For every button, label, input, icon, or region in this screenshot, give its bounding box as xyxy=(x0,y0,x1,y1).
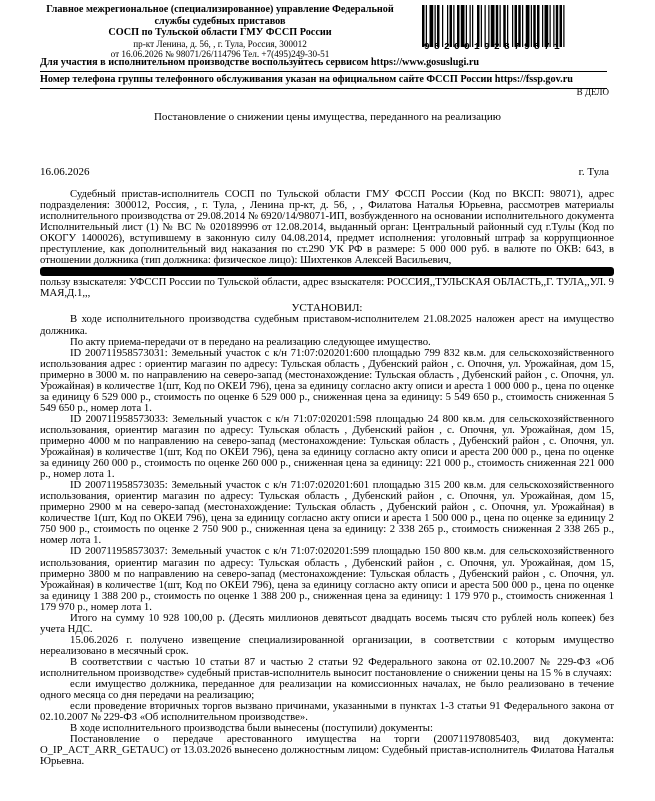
ustanovil-heading: УСТАНОВИЛ: xyxy=(291,302,363,315)
org-name-line2: службы судебных приставов xyxy=(154,15,286,27)
case-paragraph-1: если имущество должника, переданное для реализации на комиссионных началах, не было реализовано в течение одного месяца со дня передачи на реализацию; xyxy=(40,678,614,702)
header-divider xyxy=(40,71,607,72)
phone-notice: Номер телефона группы телефонного обслуживания указан на официальном сайте ФССП России https://fssp.gov.ru xyxy=(40,74,573,85)
documents-paragraph: В ходе исполнительного производства были вынесены (поступили) документы: xyxy=(70,722,433,735)
document-date: 16.06.2026 xyxy=(40,166,90,178)
recipient-paragraph: пользу взыскателя: УФССП России по Тульской области, адрес взыскателя: РОССИЯ,,ТУЛЬСКАЯ ОБЛАСТЬ,,Г. ТУЛА,,УЛ. 9 МАЯ,Д.1,,, xyxy=(40,276,614,300)
total-paragraph: Итого на сумму 10 928 100,00 р. (Десять миллионов девятьсот двадцать восемь тысяч сто рублей ноль копеек) без учета НДС. xyxy=(40,611,614,635)
org-address: пр-кт Ленина, д. 56, , г. Тула, Россия, 300012 xyxy=(133,38,307,49)
v-delo-mark: В ДЕЛО xyxy=(576,87,609,97)
property-item-3: ID 200711958573035: Земельный участок с к/н 71:07:020201:601 площадью 315 200 кв.м. для сельскохозяйственного использования, ориентир магазин по адресу: Тульская область , Дубенский район , с. Опочня, ул. Урожайная, дом 15, примерно 2900 м на северо-запад (местонахождение: Тульская область , Дубенский район , с. Опочня, ул. Урожайная) в количестве 1(шт, Код по ОКЕИ 796), цена за единицу согласно акту описи и ареста 1 500 000 р., цена по оценке за единицу 2 750 900 р., стоимость по оценке 2 750 900 р., сниженная цена за единицу: 2 338 265 р., стоимость сниженная 2 338 265 р., номер лота 1. xyxy=(40,479,614,547)
law-paragraph: В соответствии с частью 10 статьи 87 и частью 2 статьи 92 Федерального закона от 02.10.2007 № 229-ФЗ «Об исполнительном производстве» судебный пристав-исполнитель выносит постановление о снижении цены на 15 % в случаях: xyxy=(40,655,614,679)
notice-paragraph: 15.06.2026 г. получено извещение специализированной организации, в соответствии с которым имущество нереализовано в месячный срок. xyxy=(40,633,614,657)
intro-paragraph: Судебный пристав-исполнитель СОСП по Тульской области ГМУ ФССП России (Код по ВКСП: 98071), адрес подразделения: 300012, Россия, , г. Тула, , Ленина пр-кт, д. 56, , , Филатова Наталья Юрьевна, рассмотрев материалы исполнительного производства от 29.08.2014 № 6920/14/98071-ИП, возбужденного на основании исполнительного документа Исполнительный лист (1) № ВС № 020189996 от 12.08.2014, выданный орган: Центральный районный суд г.Тулы (Код по ОКОГУ 1400026), вступившему в законную силу 04.08.2014, предмет исполнения: уголовный штраф за коррупционное преступление, как дополнительный вид наказания по ст.290 УК РФ в размере: 5 000 000 руб. в валюте по ОКВ: 643, в отношении должника (тип должника: физическое лицо): Шихтенков Алексей Васильевич, xyxy=(40,188,614,267)
doc-reference: от 16.06.2026 № 98071/26/114796 Тел. +7(495)249-30-51 xyxy=(110,49,330,59)
org-name-line1: Главное межрегиональное (специализированное) управление Федеральной xyxy=(46,4,394,15)
document-title: Постановление о снижении цены имущества, переданного на реализацию xyxy=(153,111,502,123)
issuer-header xyxy=(40,4,400,60)
property-item-4: ID 200711958573037: Земельный участок с к/н 71:07:020201:599 площадью 150 800 кв.м. для сельскохозяйственного использования, ориентир магазин по адресу: Тульская область , Дубенский район , с. Опочня, ул. Урожайная, дом 15, примерно 3800 м по направлению на северо-запад (местонахождение: Тульская область , Дубенский район , с. Опочня, ул. Урожайная) в количестве 1(шт, Код по ОКЕИ 796), цена за единицу согласно акту описи и ареста 500 000 р., цена по оценке за единицу 1 388 200 р., стоимость по оценке 1 388 200 р., сниженная цена за единицу: 1 179 970 р., стоимость сниженная 1 179 970 р., номер лота 1. xyxy=(40,545,614,613)
document-city: г. Тула xyxy=(578,166,609,178)
org-name-line3: СОСП по Тульской области ГМУ ФССП России xyxy=(108,27,332,38)
document-body xyxy=(40,189,614,767)
property-item-1: ID 200711958573031: Земельный участок с к/н 71:07:020201:600 площадью 799 832 кв.м. для сельскохозяйственного использования адрес : ориентир магазин по адресу: Тульская область , Дубенский район , с. Опочня, ул. Урожайная, дом 15, примерно в 3000 м. по направлению на северо-запад (местонахождение: Тульская область , Дубенский район , с. Опочня, ул. Урожайная) в количестве 1(шт, Код по ОКЕИ 796), цена за единицу согласно акту описи и ареста 1 000 000 р., цена по оценке за единицу 6 529 000 р., стоимость по оценке 6 529 000 р., сниженная цена за единицу: 5 549 650 р., стоимость сниженная 5 549 650 р., номер лота 1. xyxy=(40,346,614,414)
redaction-bar xyxy=(40,267,614,276)
transfer-paragraph: По акту приема-передачи от в передано на реализацию следующее имущество. xyxy=(70,335,431,348)
barcode-number: 98200192879871 xyxy=(424,41,565,52)
header-divider-2 xyxy=(40,88,607,89)
auction-order-paragraph: Постановление о передаче арестованного имущества на торги (200711978085403, вид документа: O_IP_ACT_ARR_GETAUC) от 13.03.2026 вынесено должностным лицом: Судебный пристав-исполнитель Филатова Наталья Юрьевна. xyxy=(40,733,614,768)
case-paragraph-2: если проведение вторичных торгов вызвано причинами, указанными в пунктах 1-3 статьи 91 Федерального закона от 02.10.2007 № 229-ФЗ «Об исполнительном производстве». xyxy=(40,700,614,724)
arrest-paragraph: В ходе исполнительного производства судебным приставом-исполнителем 21.08.2025 наложен арест на имущество должника. xyxy=(40,313,614,337)
gosuslugi-notice: Для участия в исполнительном производстве воспользуйтесь сервисом https://www.gosuslugi.ru xyxy=(40,57,480,68)
property-item-2: ID 200711958573033: Земельный участок с к/н 71:07:020201:598 площадью 24 800 кв.м. для сельскохозяйственного использования, ориентир магазин по адресу: Тульская область , Дубенский район , с. Опочня, ул. Урожайная, дом 15, примерно 4000 м по направлению на северо-запад (местонахождение: Тульская область , Дубенский район , с. Опочня, ул. Урожайная) в количестве 1(шт, Код по ОКЕИ 796), цена за единицу согласно акту описи и ареста 200 000 р., цена по оценке за единицу 260 000 р., стоимость по оценке 260 000 р., сниженная цена за единицу: 221 000 р., стоимость сниженная 221 000 р., номер лота 1. xyxy=(40,412,614,481)
